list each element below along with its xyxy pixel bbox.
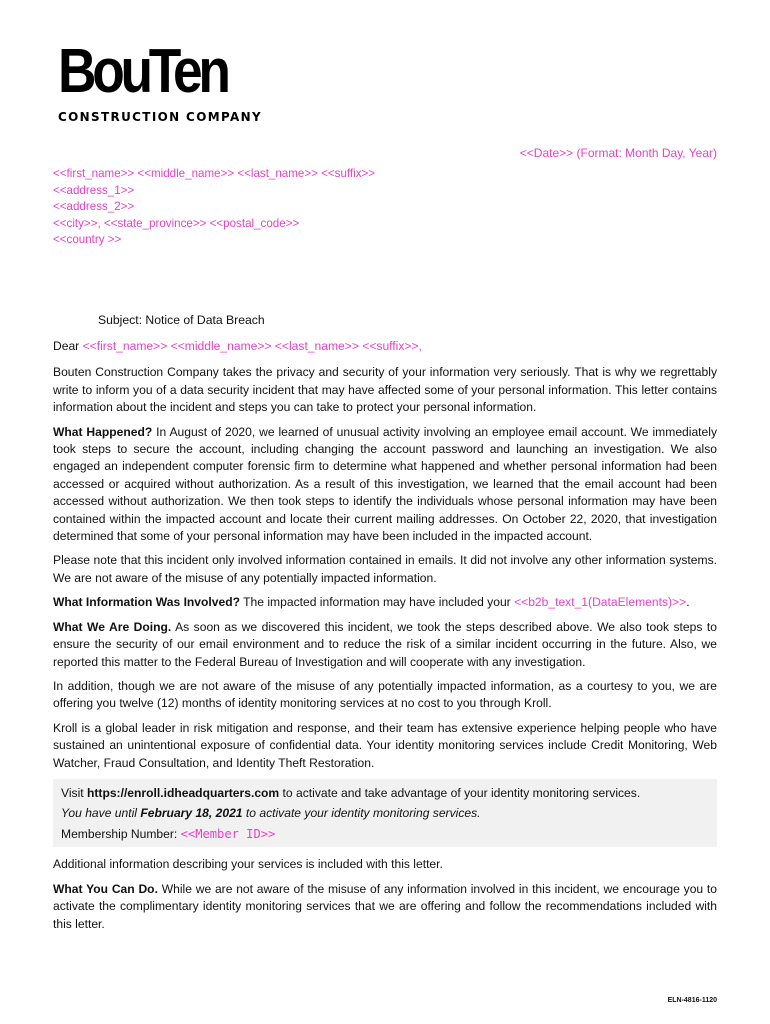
membership-label: Membership Number: [61,826,181,841]
subject-line: Subject: Notice of Data Breach [98,313,265,327]
address-line: <<address_2>> [53,200,135,213]
membership-line [61,824,709,845]
additional-info-paragraph: Additional information describing your services is included with this letter. [53,857,443,872]
visit-line [61,783,709,804]
address-line: <<first_name>> <<middle_name>> <<last_name>> <<suffix>> [53,167,376,180]
letter-body [53,338,717,940]
information-involved-paragraph [53,594,717,611]
kroll-paragraph: Kroll is a global leader in risk mitigation and response, and their team has extensive experience helping people who have sustained an unintentional exposure of confidential data. Your identity monitoring services include Credit Monitoring, Web Watcher, Fraud Consultation, and Identity Theft Restoration. [53,720,717,770]
information-involved-end: . [686,595,690,610]
offer-paragraph: In addition, though we are not aware of the misuse of any potentially impacted information, as a courtesy to you, we are offering you twelve (12) months of identity monitoring services at no cost to you through Kroll. [53,678,717,711]
intro-paragraph: Bouten Construction Company takes the privacy and security of your information very seriously. That is why we regrettably write to inform you of a data security incident that may have affected some of your personal information. This letter contains information about the incident and steps you can take to protect your personal information. [53,365,717,415]
address-line: <<address_1>> [53,183,135,197]
recipient-address [53,166,375,249]
document-code: ELN-4816-1120 [667,997,717,1004]
enrollment-url[interactable]: https://enroll.idheadquarters.com [87,785,280,800]
what-happened-paragraph [53,424,717,546]
logo-subtitle: CONSTRUCTION COMPANY [58,110,263,124]
data-elements-field: <<b2b_text_1(DataElements)>> [514,595,687,610]
deadline-line [61,803,709,824]
membership-number-field: <<Member ID>> [180,826,276,841]
what-we-are-doing-heading: What We Are Doing. [53,619,172,634]
company-logo [58,37,263,124]
what-you-can-do-paragraph [53,881,717,933]
visit-suffix: to activate and take advantage of your identity monitoring services. [279,785,641,800]
salutation-name: <<first_name>> <<middle_name>> <<last_name>> <<suffix>>, [82,339,422,353]
what-we-are-doing-paragraph [53,619,717,671]
date-field: <<Date>> (Format: Month Day, Year) [519,146,717,160]
deadline-suffix: to activate your identity monitoring services. [242,806,481,821]
what-happened-heading: What Happened? [53,424,153,439]
salutation [53,338,717,355]
what-you-can-do-text: While we are not aware of the misuse of any information involved in this incident, we encourage you to activate the complimentary identity monitoring services that we are offering and follow the recommendations included with this letter. [53,881,717,931]
what-happened-text: In August of 2020, we learned of unusual activity involving an employee email account. We immediately took steps to secure the account, including changing the account password and launching an investigation. We also engaged an independent computer forensic firm to determine what happened and whether personal information had been accessed or acquired without authorization. As a result of this investigation, we learned that the email account had been accessed without authorization. We then took steps to identify the individuals whose personal information may have been contained within the impacted account and locate their current mailing addresses. On October 22, 2020, that investigation determined that some of your personal information may have been included in the impacted account. [53,424,718,544]
what-you-can-do-heading: What You Can Do. [53,881,158,896]
address-line: <<city>>, <<state_province>> <<postal_code>> [53,216,300,230]
deadline-date: February 18, 2021 [140,806,243,821]
what-we-are-doing-text: As soon as we discovered this incident, we took the steps described above. We also took steps to ensure the security of our email environment and to reduce the risk of a similar incident occurring in the future. Also, we reported this matter to the Federal Bureau of Investigation and will cooperate with any investigation. [53,619,717,669]
logo-wordmark: BouTen [58,37,227,106]
address-line: <<country >> [53,233,122,246]
scope-paragraph: Please note that this incident only involved information contained in emails. It did not involve any other information systems. We are not aware of the misuse of any potentially impacted information. [53,553,717,585]
deadline-prefix: You have until [61,806,141,821]
salutation-prefix: Dear [53,339,83,353]
information-involved-text: The impacted information may have included your [240,595,515,610]
enrollment-box [53,779,717,848]
information-involved-heading: What Information Was Involved? [53,595,241,610]
visit-prefix: Visit [61,785,87,800]
